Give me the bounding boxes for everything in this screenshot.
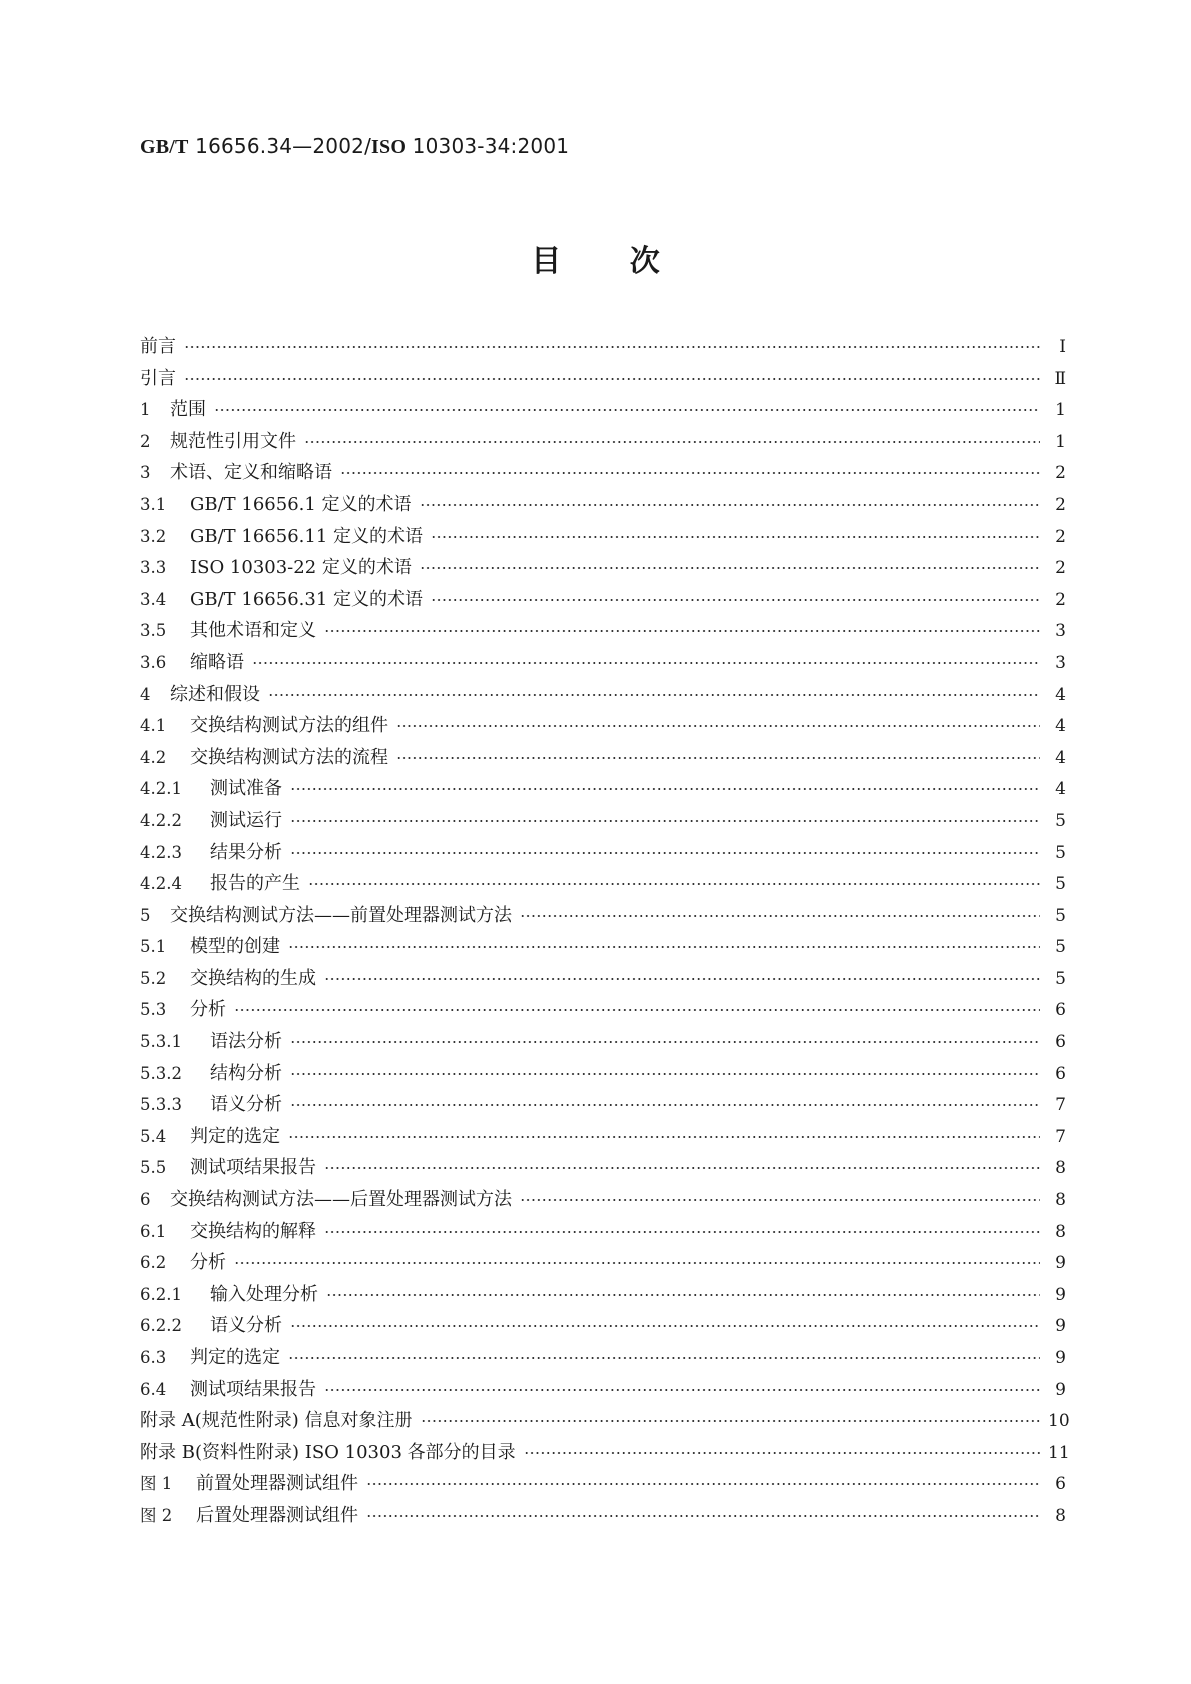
toc-entry-number: 5.4 bbox=[140, 1126, 167, 1146]
dot-leader bbox=[326, 1294, 1040, 1296]
toc-entry-page: 8 bbox=[1055, 1158, 1066, 1179]
toc-entry bbox=[140, 647, 1066, 679]
toc-entry-page: 8 bbox=[1055, 1190, 1066, 1211]
dot-leader bbox=[308, 883, 1040, 885]
toc-entry-label: 语义分析 bbox=[210, 1315, 282, 1337]
toc-entry-page: 11 bbox=[1048, 1442, 1070, 1463]
toc-entry-label: 术语、定义和缩略语 bbox=[170, 462, 332, 484]
toc-entry-page: 5 bbox=[1055, 874, 1066, 895]
toc-entry-number: 3.4 bbox=[140, 589, 167, 609]
toc-entry-page: 1 bbox=[1055, 431, 1066, 452]
toc-entry bbox=[140, 426, 1066, 458]
toc-entry-label: 语法分析 bbox=[210, 1031, 282, 1053]
toc-entry bbox=[140, 900, 1066, 932]
dot-leader bbox=[520, 915, 1040, 917]
toc-entry-number: 5.3.3 bbox=[140, 1095, 182, 1115]
standard-prefix: GB/T bbox=[140, 136, 189, 158]
toc-entry bbox=[140, 1405, 1070, 1437]
dot-leader bbox=[520, 1199, 1040, 1201]
toc-entry-page: 5 bbox=[1055, 968, 1066, 989]
toc-entry bbox=[140, 552, 1066, 584]
dot-leader bbox=[288, 1357, 1040, 1359]
toc-entry-number: 3.3 bbox=[140, 558, 167, 578]
dot-leader bbox=[324, 978, 1040, 980]
toc-entry-label: 范围 bbox=[170, 399, 206, 421]
toc-entry-label: 规范性引用文件 bbox=[170, 430, 296, 452]
toc-entry-label: GB/T 16656.11 定义的术语 bbox=[190, 525, 424, 547]
toc-entry bbox=[140, 1089, 1066, 1121]
toc-entry-number: 4.1 bbox=[140, 716, 167, 736]
toc-entry-number: 3.2 bbox=[140, 526, 167, 546]
toc-entry bbox=[140, 742, 1066, 774]
toc-entry bbox=[140, 1026, 1066, 1058]
toc-entry bbox=[140, 457, 1066, 489]
toc-entry-number: 5.3.1 bbox=[140, 1032, 182, 1052]
toc-entry-number: 4.2.2 bbox=[140, 810, 182, 830]
dot-leader bbox=[324, 1167, 1040, 1169]
toc-entry-label: 测试项结果报告 bbox=[190, 1378, 316, 1400]
dot-leader bbox=[290, 1073, 1040, 1075]
toc-entry-page: 4 bbox=[1055, 779, 1066, 800]
toc-entry-number: 5.2 bbox=[140, 968, 167, 988]
toc-entry-label: 语义分析 bbox=[210, 1094, 282, 1116]
toc-entry bbox=[140, 1468, 1066, 1500]
toc-entry bbox=[140, 1152, 1066, 1184]
dot-leader bbox=[324, 1231, 1040, 1233]
toc-entry bbox=[140, 1279, 1066, 1311]
dot-leader bbox=[290, 1325, 1040, 1327]
dot-leader bbox=[268, 694, 1040, 696]
toc-entry-number: 4.2.1 bbox=[140, 779, 182, 799]
toc-entry-page: 9 bbox=[1055, 1316, 1066, 1337]
toc-entry-label: 结果分析 bbox=[210, 841, 282, 863]
toc-entry-number: 图 2 bbox=[140, 1505, 173, 1525]
dot-leader bbox=[290, 852, 1040, 854]
toc-entry bbox=[140, 679, 1066, 711]
toc-entry-page: 1 bbox=[1055, 400, 1066, 421]
toc-entry-page: 2 bbox=[1055, 589, 1066, 610]
toc-entry bbox=[140, 1121, 1066, 1153]
dot-leader bbox=[420, 567, 1040, 569]
toc-entry-page: 6 bbox=[1055, 1063, 1066, 1084]
toc-entry-page: 4 bbox=[1055, 684, 1066, 705]
toc-entry bbox=[140, 521, 1066, 553]
toc-entry bbox=[140, 615, 1066, 647]
toc-entry-label: 附录 B(资料性附录) ISO 10303 各部分的目录 bbox=[140, 1441, 516, 1463]
dot-leader bbox=[288, 946, 1040, 948]
toc-entry-label: 前言 bbox=[140, 336, 176, 357]
toc-entry-page: 9 bbox=[1055, 1379, 1066, 1400]
dot-leader bbox=[396, 725, 1040, 727]
toc-entry-number: 5.3 bbox=[140, 1000, 167, 1020]
dot-leader bbox=[290, 820, 1040, 822]
dot-leader bbox=[184, 346, 1040, 348]
toc-entry-label: 后置处理器测试组件 bbox=[196, 1504, 358, 1526]
dot-leader bbox=[366, 1483, 1040, 1485]
toc-entry-page: 7 bbox=[1055, 1095, 1066, 1116]
toc-entry-label: 分析 bbox=[190, 999, 226, 1021]
toc-entry-number: 6.4 bbox=[140, 1379, 167, 1399]
toc-entry-number: 4 bbox=[140, 684, 151, 704]
dot-leader bbox=[366, 1515, 1040, 1517]
table-of-contents bbox=[140, 331, 1070, 1532]
toc-entry-page: 3 bbox=[1055, 621, 1066, 642]
toc-entry-label: GB/T 16656.31 定义的术语 bbox=[190, 588, 424, 610]
toc-entry-number: 6.2.1 bbox=[140, 1284, 182, 1304]
toc-entry bbox=[140, 931, 1066, 963]
toc-entry-label: 前置处理器测试组件 bbox=[196, 1473, 358, 1495]
toc-entry-number: 5.3.2 bbox=[140, 1063, 182, 1083]
toc-entry-page: 5 bbox=[1055, 905, 1066, 926]
dot-leader bbox=[288, 1136, 1040, 1138]
toc-entry-number: 1 bbox=[140, 400, 151, 420]
toc-entry-page: 2 bbox=[1055, 526, 1066, 547]
dot-leader bbox=[431, 599, 1040, 601]
toc-entry-page: 9 bbox=[1055, 1284, 1066, 1305]
toc-entry-number: 4.2.3 bbox=[140, 842, 182, 862]
toc-entry bbox=[140, 805, 1066, 837]
toc-entry-page: 2 bbox=[1055, 463, 1066, 484]
toc-entry-label: 交换结构测试方法的组件 bbox=[190, 715, 388, 737]
toc-entry-page: 6 bbox=[1055, 1032, 1066, 1053]
toc-entry-number: 3.6 bbox=[140, 652, 167, 672]
dot-leader bbox=[340, 472, 1040, 474]
toc-entry-label: 测试项结果报告 bbox=[190, 1157, 316, 1179]
toc-entry-page: 9 bbox=[1055, 1253, 1066, 1274]
toc-entry bbox=[140, 1500, 1066, 1532]
toc-entry-label: 交换结构的生成 bbox=[190, 967, 316, 989]
toc-entry-number: 6.2.2 bbox=[140, 1316, 182, 1336]
toc-entry-label: ISO 10303-22 定义的术语 bbox=[190, 557, 412, 579]
toc-entry-number: 6.3 bbox=[140, 1348, 167, 1367]
iso-code: 10303-34:2001 bbox=[406, 134, 570, 158]
iso-prefix: ISO bbox=[371, 136, 407, 158]
toc-entry-label: 交换结构测试方法——前置处理器测试方法 bbox=[170, 904, 512, 926]
toc-entry-page: 8 bbox=[1055, 1505, 1066, 1526]
toc-entry-page: 2 bbox=[1055, 558, 1066, 579]
dot-leader bbox=[324, 630, 1040, 632]
toc-entry bbox=[140, 710, 1066, 742]
toc-entry-page: 3 bbox=[1055, 652, 1066, 673]
toc-entry bbox=[140, 1247, 1066, 1279]
toc-entry-label: 引言 bbox=[140, 367, 176, 389]
toc-entry-page: 2 bbox=[1055, 494, 1066, 515]
toc-entry bbox=[140, 1184, 1066, 1216]
toc-entry-number: 6.2 bbox=[140, 1253, 167, 1273]
toc-entry-number: 4.2 bbox=[140, 747, 167, 767]
toc-entry-number: 6 bbox=[140, 1190, 151, 1210]
toc-entry-label: 交换结构的解释 bbox=[190, 1220, 316, 1242]
dot-leader bbox=[396, 757, 1040, 759]
toc-entry-label: 报告的产生 bbox=[210, 873, 300, 895]
dot-leader bbox=[234, 1262, 1040, 1264]
standard-code: 16656.34—2002/ bbox=[188, 134, 372, 158]
toc-entry-page: 5 bbox=[1055, 810, 1066, 831]
toc-entry bbox=[140, 394, 1066, 426]
dot-leader bbox=[290, 1041, 1040, 1043]
toc-entry-page: 4 bbox=[1055, 747, 1066, 768]
dot-leader bbox=[234, 1009, 1040, 1011]
toc-entry-label: 附录 A(规范性附录) 信息对象注册 bbox=[140, 1410, 413, 1432]
toc-entry-number: 6.1 bbox=[140, 1221, 167, 1241]
toc-entry-page: 7 bbox=[1055, 1126, 1066, 1147]
toc-entry-page: 6 bbox=[1055, 1000, 1066, 1021]
toc-entry-label: 输入处理分析 bbox=[210, 1283, 318, 1305]
toc-entry-page: Ⅱ bbox=[1054, 368, 1066, 389]
toc-entry bbox=[140, 331, 1066, 363]
toc-entry-number: 5.5 bbox=[140, 1158, 167, 1178]
dot-leader bbox=[252, 662, 1040, 664]
toc-entry-number: 3.1 bbox=[140, 494, 167, 514]
page-title: 目 次 bbox=[531, 244, 660, 279]
document-header bbox=[140, 134, 569, 159]
toc-entry bbox=[140, 868, 1066, 900]
toc-entry-label: 判定的选定 bbox=[190, 1125, 280, 1147]
toc-entry-label: 其他术语和定义 bbox=[190, 620, 316, 642]
toc-entry-page: 10 bbox=[1048, 1411, 1070, 1432]
dot-leader bbox=[214, 409, 1040, 411]
dot-leader bbox=[290, 788, 1040, 790]
toc-entry-label: 综述和假设 bbox=[170, 683, 260, 705]
toc-entry-number: 图 1 bbox=[140, 1474, 173, 1494]
toc-entry-label: 判定的选定 bbox=[190, 1347, 280, 1368]
toc-entry bbox=[140, 1374, 1066, 1406]
dot-leader bbox=[431, 536, 1040, 538]
toc-entry-number: 2 bbox=[140, 431, 151, 451]
toc-entry bbox=[140, 1310, 1066, 1342]
dot-leader bbox=[290, 1104, 1040, 1106]
dot-leader bbox=[420, 504, 1040, 506]
dot-leader bbox=[304, 441, 1040, 443]
toc-entry-number: 4.2.4 bbox=[140, 874, 182, 894]
toc-entry-page: 5 bbox=[1055, 842, 1066, 863]
toc-entry-number: 3 bbox=[140, 463, 151, 483]
toc-entry bbox=[140, 584, 1066, 616]
toc-entry-label: 测试运行 bbox=[210, 809, 282, 831]
toc-entry-label: 模型的创建 bbox=[190, 936, 280, 958]
toc-entry bbox=[140, 963, 1066, 995]
toc-entry bbox=[140, 489, 1066, 521]
toc-entry-number: 5.1 bbox=[140, 937, 167, 957]
toc-entry-label: 结构分析 bbox=[210, 1062, 282, 1084]
dot-leader bbox=[421, 1420, 1041, 1422]
toc-entry bbox=[140, 994, 1066, 1026]
toc-entry bbox=[140, 363, 1066, 395]
toc-entry-label: 交换结构测试方法的流程 bbox=[190, 746, 388, 768]
toc-entry bbox=[140, 1342, 1066, 1374]
dot-leader bbox=[324, 1389, 1040, 1391]
toc-entry bbox=[140, 773, 1066, 805]
toc-entry-label: 分析 bbox=[190, 1252, 226, 1274]
dot-leader bbox=[184, 378, 1040, 380]
toc-entry bbox=[140, 1058, 1066, 1090]
toc-entry-label: 交换结构测试方法——后置处理器测试方法 bbox=[170, 1189, 512, 1211]
toc-entry-label: GB/T 16656.1 定义的术语 bbox=[190, 493, 412, 515]
toc-entry bbox=[140, 1437, 1070, 1469]
toc-entry-page: 4 bbox=[1055, 716, 1066, 737]
toc-entry-label: 测试准备 bbox=[210, 778, 282, 800]
toc-entry-page: 9 bbox=[1055, 1348, 1066, 1368]
toc-entry-number: 5 bbox=[140, 905, 151, 925]
toc-entry-number: 3.5 bbox=[140, 621, 167, 641]
toc-entry-page: 8 bbox=[1055, 1221, 1066, 1242]
dot-leader bbox=[524, 1452, 1040, 1454]
toc-entry bbox=[140, 837, 1066, 869]
toc-entry-label: 缩略语 bbox=[190, 651, 244, 673]
toc-entry bbox=[140, 1216, 1066, 1248]
toc-entry-page: 6 bbox=[1055, 1474, 1066, 1495]
toc-entry-page: Ⅰ bbox=[1059, 337, 1066, 357]
toc-entry-page: 5 bbox=[1055, 937, 1066, 958]
